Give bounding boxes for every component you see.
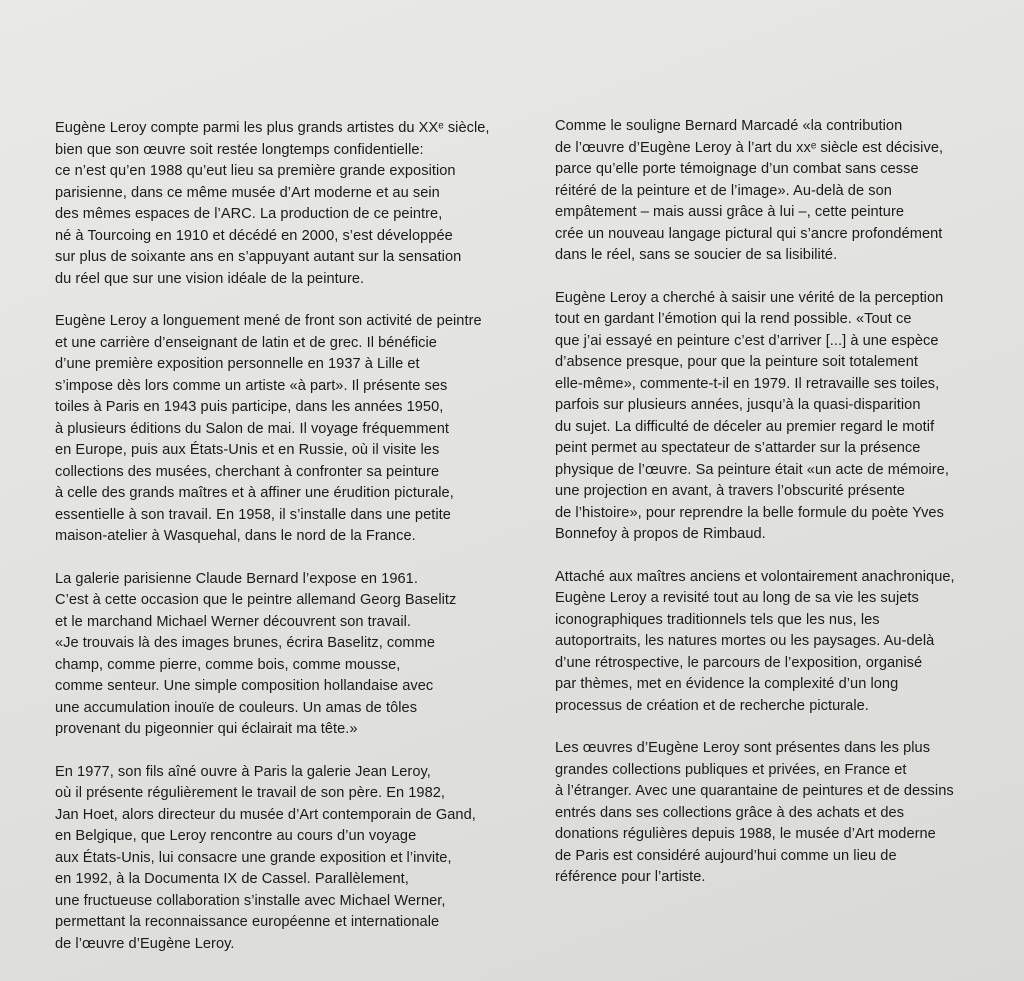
text-line: donations régulières depuis 1988, le musée d’Art moderne [555,826,936,842]
text-line: «Je trouvais là des images brunes, écrira Baselitz, comme [55,635,436,651]
text-line: Bonnefoy à propos de Rimbaud. [555,526,766,542]
text-line: de l’histoire», pour reprendre la belle formule du poète Yves [555,504,944,521]
text-line: parfois sur plusieurs années, jusqu’à la quasi-disparition [555,397,921,413]
text-line: parce qu’elle porte témoignage d’un combat sans cesse [555,161,919,177]
text-line: En 1977, son fils aîné ouvre à Paris la galerie Jean Leroy, [55,763,431,780]
text-line: elle-même», commente-t-il en 1979. Il retravaille ses toiles, [555,375,940,392]
text-line: processus de création et de recherche picturale. [555,697,869,714]
text-line: Attaché aux maîtres anciens et volontairement anachronique, [555,568,955,585]
text-line: Les œuvres d’Eugène Leroy sont présentes dans les plus [555,740,931,756]
text-line: Eugène Leroy compte parmi les plus grands artistes du XXᵉ siècle, [55,120,490,136]
text-line: La galerie parisienne Claude Bernard l’expose en 1961. [55,570,418,587]
text-line: né à Tourcoing en 1910 et décédé en 2000, s’est développée [55,227,453,244]
text-line: une fructueuse collaboration s’installe avec Michael Werner, [55,892,446,909]
paragraph [55,118,525,290]
text-line: par thèmes, met en évidence la complexité d’un long [555,676,899,692]
text-line: crée un nouveau langage pictural qui s’ancre profondément [555,225,943,242]
text-line: Eugène Leroy a revisité tout au long de sa vie les sujets [555,590,919,606]
text-line: ce n’est qu’en 1988 qu’eut lieu sa première grande exposition [55,163,456,179]
text-line: d’absence presque, pour que la peinture soit totalement [555,354,918,370]
paragraph [55,762,525,956]
text-line: provenant du pigeonnier qui éclairait ma tête.» [55,721,358,737]
text-line: C’est à cette occasion que le peintre allemand Georg Baselitz [55,592,457,608]
text-line: une projection en avant, à travers l’obscurité présente [555,483,905,499]
text-line: à plusieurs éditions du Salon de mai. Il voyage fréquemment [55,420,449,437]
text-line: à celle des grands maîtres et à affiner une érudition picturale, [55,485,454,501]
text-line: bien que son œuvre soit restée longtemps confidentielle: [55,141,424,158]
text-line: collections des musées, cherchant à confronter sa peinture [55,463,440,480]
text-line: de l’œuvre d’Eugène Leroy. [55,935,235,952]
paragraph [55,311,525,548]
text-line: à l’étranger. Avec une quarantaine de peintures et de dessins [555,783,954,799]
paragraph [555,288,1005,546]
text-line: entrés dans ses collections grâce à des achats et des [555,804,905,821]
text-line: parisienne, dans ce même musée d’Art moderne et au sein [55,184,440,201]
paragraph [55,569,525,741]
text-line: Jan Hoet, alors directeur du musée d’Art contemporain de Gand, [55,806,476,823]
text-line: de l’œuvre d’Eugène Leroy à l’art du xxᵉ siècle est décisive, [555,139,944,156]
text-line: tout en gardant l’émotion qui la rend possible. «Tout ce [555,311,912,327]
text-line: autoportraits, les natures mortes ou les paysages. Au-delà [555,633,935,649]
right-text-column [555,116,1005,910]
text-line: réitéré de la peinture et de l’image». Au-delà de son [555,182,892,199]
text-line: en 1992, à la Documenta IX de Cassel. Parallèlement, [55,871,409,887]
text-line: référence pour l’artiste. [555,869,706,885]
text-line: comme senteur. Une simple composition hollandaise avec [55,678,434,694]
paragraph [555,567,1005,718]
text-line: aux États-Unis, lui consacre une grande exposition et l’invite, [55,849,452,866]
text-line: des mêmes espaces de l’ARC. La production de ce peintre, [55,206,443,222]
text-line: du réel que sur une vision idéale de la peinture. [55,270,365,287]
text-line: Comme le souligne Bernard Marcadé «la contribution [555,118,903,134]
paragraph [555,116,1005,267]
text-line: d’une première exposition personnelle en 1937 à Lille et [55,356,420,372]
text-line: Eugène Leroy a cherché à saisir une vérité de la perception [555,289,944,306]
text-line: toiles à Paris en 1943 puis participe, dans les années 1950, [55,399,444,415]
text-line: iconographiques traditionnels tels que les nus, les [555,611,880,628]
text-line: d’une rétrospective, le parcours de l’exposition, organisé [555,654,923,671]
text-line: en Belgique, que Leroy rencontre au cours d’un voyage [55,828,417,844]
text-line: une accumulation inouïe de couleurs. Un amas de tôles [55,699,418,716]
text-line: en Europe, puis aux États-Unis et en Russie, où il visite les [55,442,440,458]
text-line: Eugène Leroy a longuement mené de front son activité de peintre [55,313,482,329]
text-line: grandes collections publiques et privées, en France et [555,761,907,778]
text-line: champ, comme pierre, comme bois, comme mousse, [55,656,401,673]
text-line: peint permet au spectateur de s’attarder sur la présence [555,440,921,456]
left-text-column [55,118,525,976]
text-line: physique de l’œuvre. Sa peinture était «un acte de mémoire, [555,461,949,478]
text-line: et le marchand Michael Werner découvrent son travail. [55,613,412,630]
text-line: sur plus de soixante ans en s’appuyant autant sur la sensation [55,249,462,265]
text-line: où il présente régulièrement le travail de son père. En 1982, [55,785,446,801]
text-line: du sujet. La difficulté de déceler au premier regard le motif [555,418,935,435]
text-line: dans le réel, sans se soucier de sa lisibilité. [555,247,838,263]
text-line: permettant la reconnaissance européenne et internationale [55,914,440,930]
text-line: essentielle à son travail. En 1958, il s’installe dans une petite [55,506,451,523]
text-line: et une carrière d’enseignant de latin et de grec. Il bénéficie [55,334,437,351]
text-line: s’impose dès lors comme un artiste «à part». Il présente ses [55,377,448,394]
text-line: maison-atelier à Wasquehal, dans le nord de la France. [55,528,416,544]
text-line: que j’ai essayé en peinture c’est d’arriver [...] à une espèce [555,332,939,349]
text-line: de Paris est considéré aujourd’hui comme un lieu de [555,847,897,864]
paragraph [555,738,1005,889]
text-line: empâtement – mais aussi grâce à lui –, cette peinture [555,204,905,220]
